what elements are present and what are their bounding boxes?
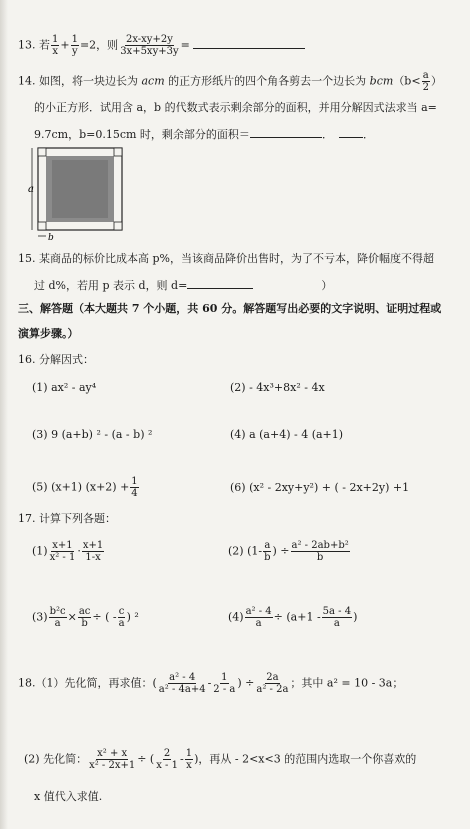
label-a: a bbox=[28, 184, 34, 195]
q16-part-3: (3) 9 (a+b) ² - (a - b) ² bbox=[32, 428, 153, 441]
q18-part-2-line-2: x 值代入求值. bbox=[34, 790, 103, 803]
q16-part-6: (6) (x² - 2xy+y²) + ( - 2x+2y) +1 bbox=[230, 481, 410, 494]
q17-part-2: (2) (1- $\frac{a}{b}$ ) ÷ $\frac{\text{a² - 2ab+b²}}{b}$ bbox=[228, 540, 349, 563]
answer-blank-14a[interactable] bbox=[250, 127, 322, 138]
q16-part-1: (1) ax² - ay⁴ bbox=[32, 381, 97, 394]
q16-part-2: (2) - 4x³+8x² - 4x bbox=[230, 381, 325, 394]
question-14-line-1: 14. 如图，将一块边长为 acm 的正方形纸片的四个角各剪去一个边长为 bcm（b< $\frac{a}{2}$ ） bbox=[18, 70, 442, 93]
square-paper-figure bbox=[28, 146, 128, 244]
question-14-line-2: 的小正方形．试用含 a，b 的代数式表示剩余部分的面积，并用分解因式法求当 a= bbox=[34, 101, 437, 114]
corner-cut-br bbox=[114, 222, 122, 230]
q18-part-2: (2) 先化简： $\frac{\text{x² + x}}{\text{x² - 2x+1}}$ ÷ ( $\frac{2}{x - 1}$ - $\frac{1}{x}$ )，再从 - 2<x<3 的范围内选取一个你喜欢的 bbox=[24, 748, 417, 771]
fraction-1-over-y: $\frac{1}{y}$ bbox=[71, 34, 78, 57]
q16-part-4: (4) a (a+4) - 4 (a+1) bbox=[230, 428, 344, 441]
question-17-title: 17. 计算下列各题： bbox=[18, 512, 116, 525]
fraction-a-over-2: $\frac{a}{2}$ bbox=[422, 70, 429, 93]
q17-part-1: (1) $\frac{x+1}{\text{x² - 1}}$ · $\frac{x+1}{1-x}$ bbox=[32, 540, 104, 563]
q17-part-3: (3) $\frac{\text{b²c}}{a}$ × $\frac{ac}{b}$ ÷ ( - $\frac{c}{a}$ ) ² bbox=[32, 606, 139, 629]
question-14-line-3: 9.7cm，b=0.15cm 时，剩余部分的面积＝ ． ． bbox=[34, 128, 374, 141]
q17-part-4: (4) $\frac{\text{a² - 4}}{a}$ ÷ (a+1 - $\frac{5a - 4}{a}$ ) bbox=[228, 606, 358, 629]
q16-part-5: (5) (x+1) (x+2) + $\frac{1}{4}$ bbox=[32, 476, 138, 499]
answer-blank-15[interactable] bbox=[187, 278, 253, 289]
section-3-heading-line-2: 演算步骤。） bbox=[18, 327, 79, 340]
answer-blank-13[interactable] bbox=[193, 38, 305, 49]
corner-cut-bl bbox=[38, 222, 46, 230]
q18-part-1: 18.（1）先化简，再求值：( $\frac{\text{a² - 4}}{\text{a² - 4a+4}}$ - $\frac{1}{2 - a}$ ) ÷ $\frac{2a}{\text{a² - 2a}}$ ；其中 a² = 10 - 3a； bbox=[18, 672, 404, 695]
question-16-title: 16. 分解因式： bbox=[18, 353, 94, 366]
fraction-1-over-x: $\frac{1}{x}$ bbox=[52, 34, 59, 57]
center-shaded-region bbox=[52, 160, 108, 218]
corner-cut-tr bbox=[114, 148, 122, 156]
question-15-line-1: 15. 某商品的标价比成本高 p%，当该商品降价出售时，为了不亏本，降价幅度不得超 bbox=[18, 252, 434, 265]
answer-blank-14b[interactable] bbox=[339, 127, 363, 138]
fraction-target: $\frac{2x-xy+2y}{3x+5xy+3y}$ bbox=[120, 34, 179, 57]
fraction-1-over-4: $\frac{1}{4}$ bbox=[131, 476, 138, 499]
section-3-heading: 三、解答题（本大题共 7 个小题，共 60 分。解答题写出必要的文字说明、证明过程或 bbox=[18, 302, 442, 315]
label-b: b bbox=[48, 233, 54, 243]
question-number: 13. bbox=[18, 38, 36, 52]
question-13: 13. 若 $\frac{1}{x}$ + $\frac{1}{y}$ =2，则 $\frac{2x-xy+2y}{3x+5xy+3y}$ = bbox=[18, 34, 305, 57]
page-edge-shadow bbox=[0, 0, 8, 829]
corner-cut-tl bbox=[38, 148, 46, 156]
question-15-line-2: 过 d%，若用 p 表示 d，则 d= ） bbox=[34, 279, 333, 292]
